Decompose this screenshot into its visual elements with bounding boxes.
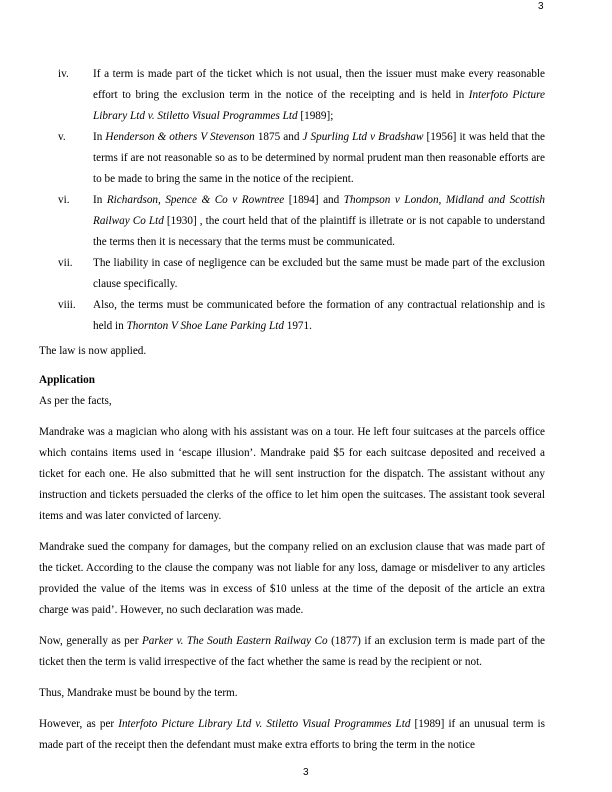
list-item [39, 253, 545, 295]
list-numeral: vii. [58, 257, 73, 269]
conclusion-paragraph: Thus, Mandrake must be bound by the term. [39, 687, 238, 699]
list-item [39, 64, 545, 127]
list-numeral: vi. [58, 194, 70, 206]
list-item [39, 295, 545, 337]
page-number-top: 3 [538, 1, 544, 12]
law-applied-text: The law is now applied. [39, 345, 147, 357]
claim-paragraph: Mandrake sued the company for damages, but the company relied on an exclusion clause that was made part of the ticket. According to the clause the company was not liable for any loss, damage or misdeliver to any articles provided the value of the items was in excess of $10 unless at the time of the deposit of the article an extra charge was paid’. However, no such declaration was made. [39, 541, 545, 616]
list-text: Also, the terms must be communicated before the formation of any contractual relationship and is held in Thornton V Shoe Lane Parking Ltd 1971. [93, 299, 545, 332]
list-text: The liability in case of negligence can be excluded but the same must be made part of the exclusion clause specifically. [93, 257, 545, 290]
list-item [39, 127, 545, 190]
list-text: In Richardson, Spence & Co v Rowntree [1894] and Thompson v London, Midland and Scottish Railway Co Ltd [1930] , the court held that of the plaintiff is illetrate or is not capable to understand the terms then it is necessary that the terms must be communicated. [93, 194, 545, 248]
page-number-bottom: 3 [303, 767, 309, 778]
as-per-facts-text: As per the facts, [39, 395, 112, 407]
list-numeral: iv. [58, 68, 69, 80]
list-numeral: viii. [58, 299, 76, 311]
application-heading: Application [39, 374, 95, 386]
list-numeral: v. [58, 131, 66, 143]
document-body [39, 64, 545, 756]
list-item [39, 190, 545, 253]
interfoto-paragraph: However, as per Interfoto Picture Library Ltd v. Stiletto Visual Programmes Ltd [1989] if an unusual term is made part of the receipt then the defendant must make extra efforts to bring the term in the notice [39, 718, 545, 751]
list-text: In Henderson & others V Stevenson 1875 and J Spurling Ltd v Bradshaw [1956] it was held that the terms if are not reasonable so as to be determined by normal prudent man then reasonable efforts are to be made to bring the same in the notice of the recipient. [93, 131, 545, 185]
parker-paragraph: Now, generally as per Parker v. The South Eastern Railway Co (1877) if an exclusion term is made part of the ticket then the term is valid irrespective of the fact whether the same is read by the recipient or not. [39, 635, 546, 668]
case-law-list [39, 64, 545, 337]
list-text: If a term is made part of the ticket which is not usual, then the issuer must make every reasonable effort to bring the exclusion term in the notice of the receipting and is held in Interfoto Picture Library Ltd v. Stiletto Visual Programmes Ltd [1989]; [93, 68, 545, 122]
facts-paragraph: Mandrake was a magician who along with his assistant was on a tour. He left four suitcases at the parcels office which contains items used in ‘escape illusion’. Mandrake paid $5 for each suitcase deposited and received a ticket for each one. He also submitted that he will sent instruction for the dispatch. The assistant without any instruction and tickets persuaded the clerks of the office to let him open the suitcases. The assistant took several items and was later convicted of larceny. [39, 426, 545, 522]
